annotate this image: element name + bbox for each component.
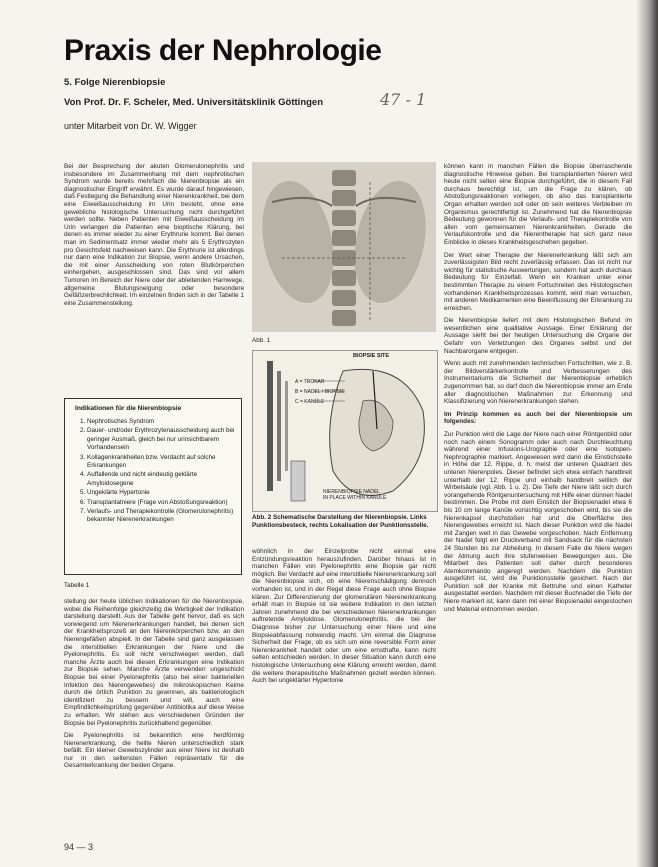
col3-paragraph-2: Der Wert einer Therapie der Nierenerkrankung läßt sich am zuverlässigsten Bild recht zuverlässig erfassen. Das ist nicht nur wichtig für statistische Auswertungen, sondern hat auch durchaus Bedeutung für Einzelfall. Wenn ein Kranken unter einer bestimmten Therapie zu einem Fortschreiten des Histologischen vorhandenen Krankheitsprozesses kommt, wird man versuchen, mit anderen Medikamenten eine Beeinflussung der Erkrankung zu erreichen. — [444, 251, 632, 312]
biopsy-site-label: BIOPSIE SITE — [353, 353, 390, 359]
col3-paragraph-3: Die Nierenbiopsie liefert mit dem Histologischen Befund im wesentlichen eine qualitative Aussage. Einer Erklärung der Aussage sieht bei der heutigen Untersuchung die Organe der Gefahr von Verletzungen des Organes selbst und der Nachbarorgane entgegen. — [444, 317, 632, 355]
bottom-label: NIERENBIOPSIE NADEL — [323, 489, 380, 495]
col2-text — [252, 548, 436, 834]
coauthor-line: unter Mitarbeit von Dr. W. Wigger — [64, 121, 197, 131]
col3-lead: Im Prinzip kommen es auch bei der Nierenbiopsie um folgendes: — [444, 410, 632, 426]
figure-1-label: Abb. 1 — [252, 337, 271, 344]
author-line: Von Prof. Dr. F. Scheler, Med. Universitätsklinik Göttingen — [64, 97, 324, 108]
kidney-spine-illustration — [252, 162, 436, 332]
list-item: 3. Kollagenkrankheiten bzw. Verdacht auf solche Erkrankungen — [87, 454, 241, 471]
figure-2-bottom-labels — [323, 489, 386, 501]
list-item: 2. Dauer- und/oder Erythrozytenausscheidung auch bei geringer Ausmaß, gleich bei nur urinsichtbarem Vorhandensein — [87, 427, 241, 452]
biopsy-diagram — [253, 351, 437, 511]
figure-2-legend — [295, 377, 345, 407]
col1-text-lower — [64, 598, 244, 834]
indications-list — [65, 418, 241, 525]
table-label: Tabelle 1 — [64, 582, 90, 589]
legend-item: A = TROKAR — [295, 379, 325, 385]
figure-2-caption: Abb. 2 Schematische Darstellung der Nierenbiopsie. Links Punktionsbesteck, rechts Lokalisation der Punktionsstelle. — [252, 514, 429, 529]
series-line: 5. Folge Nierenbiopsie — [64, 77, 166, 88]
list-item: 1. Nephrotisches Syndrom — [87, 418, 241, 426]
page-number: 94 — 3 — [64, 842, 94, 852]
bottom-label: IN PLACE WITHIN KANÜLE — [323, 495, 387, 501]
figure-2-image — [252, 350, 438, 512]
col2-paragraph: wöhnlich in der Einzelprobe nicht einmal eine Entzündungsreaktion herauszufinden. Darüber hinaus ist in manchen Fällen von Pyelonephritis eine Biopsie gar nicht möglich. Bei Verdacht auf eine interstitielle Nierenerkrankung soll die Nierenbiopsie sich, ob eine Nierenschädigung dennoch vorhanden ist, und in der Regel diese Frage auch ohne Biopsie klären. Zur Differenzierung der glomerulären Nierenerkrankung erhält man in Biopsie ist sie weitere Indikation in den letzten Jahren zunehmend die bei verschiedenen Nierenerkrankungen auftretende Amyloidose. Glomerulonephritis, die bei der Diagnose bisher zur Untersuchung einer Niere und eine Biopsieabfassung notwendig macht. Um einmal die Diagnose Sicherheit der Frage, ob es sich um eine reversible Form einer Nierenkrankheit handelt oder um eine ernsthafte, kann nicht selten entschieden werden. In dieser Situation kann durch eine histologische Untersuchung eine Klärung erreicht werden, damit die weitere therapeutische Maßnahmen gezielt werden können. Auch bei ungeklärter Hypertonie — [252, 548, 436, 685]
indications-title: Indikationen für die Nierenbiopsie — [75, 405, 182, 412]
col3-paragraph-1: können kann in manchen Fällen die Biopsie überraschende diagnostische Hinweise geben. Bei transplantierten Nieren wird heute nicht selten eine Biopsie durchgeführt, die in diesem Fall durchaus berechtigt ist, um die Frage zu klären, ob Abstoßungsreaktionen vorliegen, ob also das transplantierte Organ erhalten werden soll oder ob sein weiteres Verbleiben im Organismus gerechtfertigt ist. Zunehmend hat die Nierenbiopsie Bedeutung gewonnen für die Verlaufs- und Therapiekontrolle von allen vom gemeinsamen Nierenkrankheiten. Gerade die Verlaufskontrolle und die Nierentherapie hat sich ganz neue Einblicke in dieses Krankheitsgeschehen gegeben. — [444, 163, 632, 246]
col3-text — [444, 163, 632, 835]
figure-1-image — [252, 162, 436, 332]
list-item: 6. Transplantatniere (Frage von Abstoßungsreaktion) — [87, 499, 241, 507]
list-item: 7. Verlaufs- und Therapiekontrolle (Glomerulonephritis) bekannter Nierenerkrankungen — [87, 508, 241, 525]
list-item: 5. Ungeklärte Hypertonie — [87, 489, 241, 497]
page-edge-shadow — [636, 0, 658, 867]
legend-item: B = NADEL / BIOPSIE — [295, 389, 345, 395]
col1-text — [64, 163, 244, 395]
col3-paragraph-5: Zur Punktion wird die Lage der Niere nach einer Röntgenbild oder noch nach einem Sonogramm oder auch nach Durchleuchtung während einer Infusions-Urographie oder eine Isotopen-Nephrographie markiert. Angewiesen wird dann die Einstichstelle in Höhe der 12. Rippe, d. h. meist der unteren Quadrant des unteren Nierenpoles. Dieser befindet sich etwa einfach handbreit unterhalb der 12. Rippe und einhalb handbreit seitlich der Wirbelsäule (vgl. Abb. 1 u. 2). Die Tiefe der Niere läßt sich durch vorangehende Röntgenuntersuchung mit Hilfe einer dünnen Nadel bestimmen. Die Probe mit dem Einstich der Biopsienadel etwa 6 bis 10 cm lange Kanüle vorsichtig vorgeschoben wird, bis sie die Nierenkapsel durchstoßen hat und die Oberfläche des Nierengewebes erreicht ist. Nach dieser Punktion wird die Nadel mit Zangen weit in das Gewebe vorgeschoben. Nach Entfernung der Nadel folgt ein Druckverband mit Sandsack für die nächsten 24 Stunden bis zur Abheilung. In diesem Falle die Niere wegen der Atmung auch ihre stufenweisen Bewegungen aus. Die Mitarbeit des Patienten soll daher durch besonderes Atemkommando angeregt werden. Nachdem die Punktion ausgeführt ist, wird die Punktionsstelle gesichert. Nach der Punktion soll der Kranke mit Bettruhe und einen Katheter ausgestattet werden. Nachdem mit dieser Buchnadel die Tiefe der Niere markiert ist, kann dann mit einer Biopsienadel eingestochen und Material entnommen werden. — [444, 431, 632, 613]
list-item: 4. Auffallende und nicht eindeutig geklärte Amyloidosegene — [87, 471, 241, 488]
indications-box — [64, 398, 242, 575]
col1-paragraph-2: stellung der heute üblichen Indikationen für die Nierenbiopsie, wobei die Reihenfolge gleichzeitig die Wertigkeit der Indikation darstellung darstellt. Aus der Tabelle geht hervor, daß es sich vorwiegend um Nierenerkrankungen handelt, bei denen sich der Krankheitsprozeß an den Nierenkörperchen bzw. an den Nierengefäßen abspielt. In der Tabelle sind ganz ausgelassen die interstitiellen Erkrankungen der Niere und die Pyelonephritis. Es soll nicht verschwiegen werden, daß manche Ärzte auch bei diesen Erkrankungen eine Indikation zur Biopsie sehen. Manche Ärzte verwenden ungeschickt Biopsie bei einer Pyelonephritis (also bei einer bakteriellen Infektion des Nierengewebes) die mikroskopischen Keime durch die örtlich Punktion zu gewinnen, als bakteriologisch identifiziert zu bessern und will, auch eine Empfindlichkeitsprüfung gegenüber Antibiotika auf diese Weise zu erhalten. Wir stehen aus verschiedenen Gründen der Biopsie bei Pyelonephritis zurückhaltend gegenüber. — [64, 598, 244, 727]
legend-item: C = KANÜLE — [295, 399, 325, 405]
page-title: Praxis der Nephrologie — [64, 34, 382, 67]
col1-paragraph: Bei der Besprechung der akuten Glomerulonephritis und insbesondere im Zusammenhang mit dem nephrotischen Syndrom wurde bereits mehrfach die Nierenbiopsie als ein diagnostischer Eingriff erwähnt. Es wurde darauf hingewiesen, daß Festlegung die Behandlung einer Nierenkrankheit, bei dem eine Eiweißausscheidung im Urin besteht, ohne eine gewebliche histologische Untersuchung nicht durchgeführt werden sollte. Neben Patienten mit Eiweißausscheidung im Urin verlangen die Patienten eine bioptische Klärung, bei denen es immer wieder zu einer Erythrurie kommt. Bei denen man im Sedimentsatz immer wieder mehr als 5 Erythrozyten pro Gesichtsfeld nachweisen kann. Die Erythrurie ist allerdings nur dann eine Indikation zur Biopsie, wenn andere Ursachen, die mit einer Ausscheidung von roten Blutkörperchen einhergehen, ausgeschlossen sind. Das sind vor allem Tumoren im Bereich der Niere oder der ableitenden Harnwege, allgemeine Blutungsneigung oder besondere Gefäßzerbrechlichkeit. Im einzelnen finden sich in der Tabelle 1 eine Zusammenstellung. — [64, 163, 244, 307]
col3-paragraph-4: Wenn auch mit zunehmenden technischen Fortschritten, wie z. B. der Bildverstärkerkontrolle und Verbesserungen des Instrumentariums die Sicherheit der Nierenbiopsie erheblich zugenommen hat, so darf doch die Nierenbiopsie immer am Ende aller diagnostischen Maßnahmen zur Erkennung und Klassifizierung von Nierenerkrankungen stehen. — [444, 360, 632, 406]
handwritten-ref: 47 - 1 — [380, 90, 427, 109]
col1-paragraph-3: Die Pyelonephritis ist bekanntlich eine herdförmig Nierenerkrankung, die heilte Nieren unterschiedlich stark befällt. Ein kleiner Gewebszylinder aus einer Niere ist deshalb nur in den seltensten Fällen repräsentativ für die Gesamterkrankung der beiden Organe. — [64, 732, 244, 770]
